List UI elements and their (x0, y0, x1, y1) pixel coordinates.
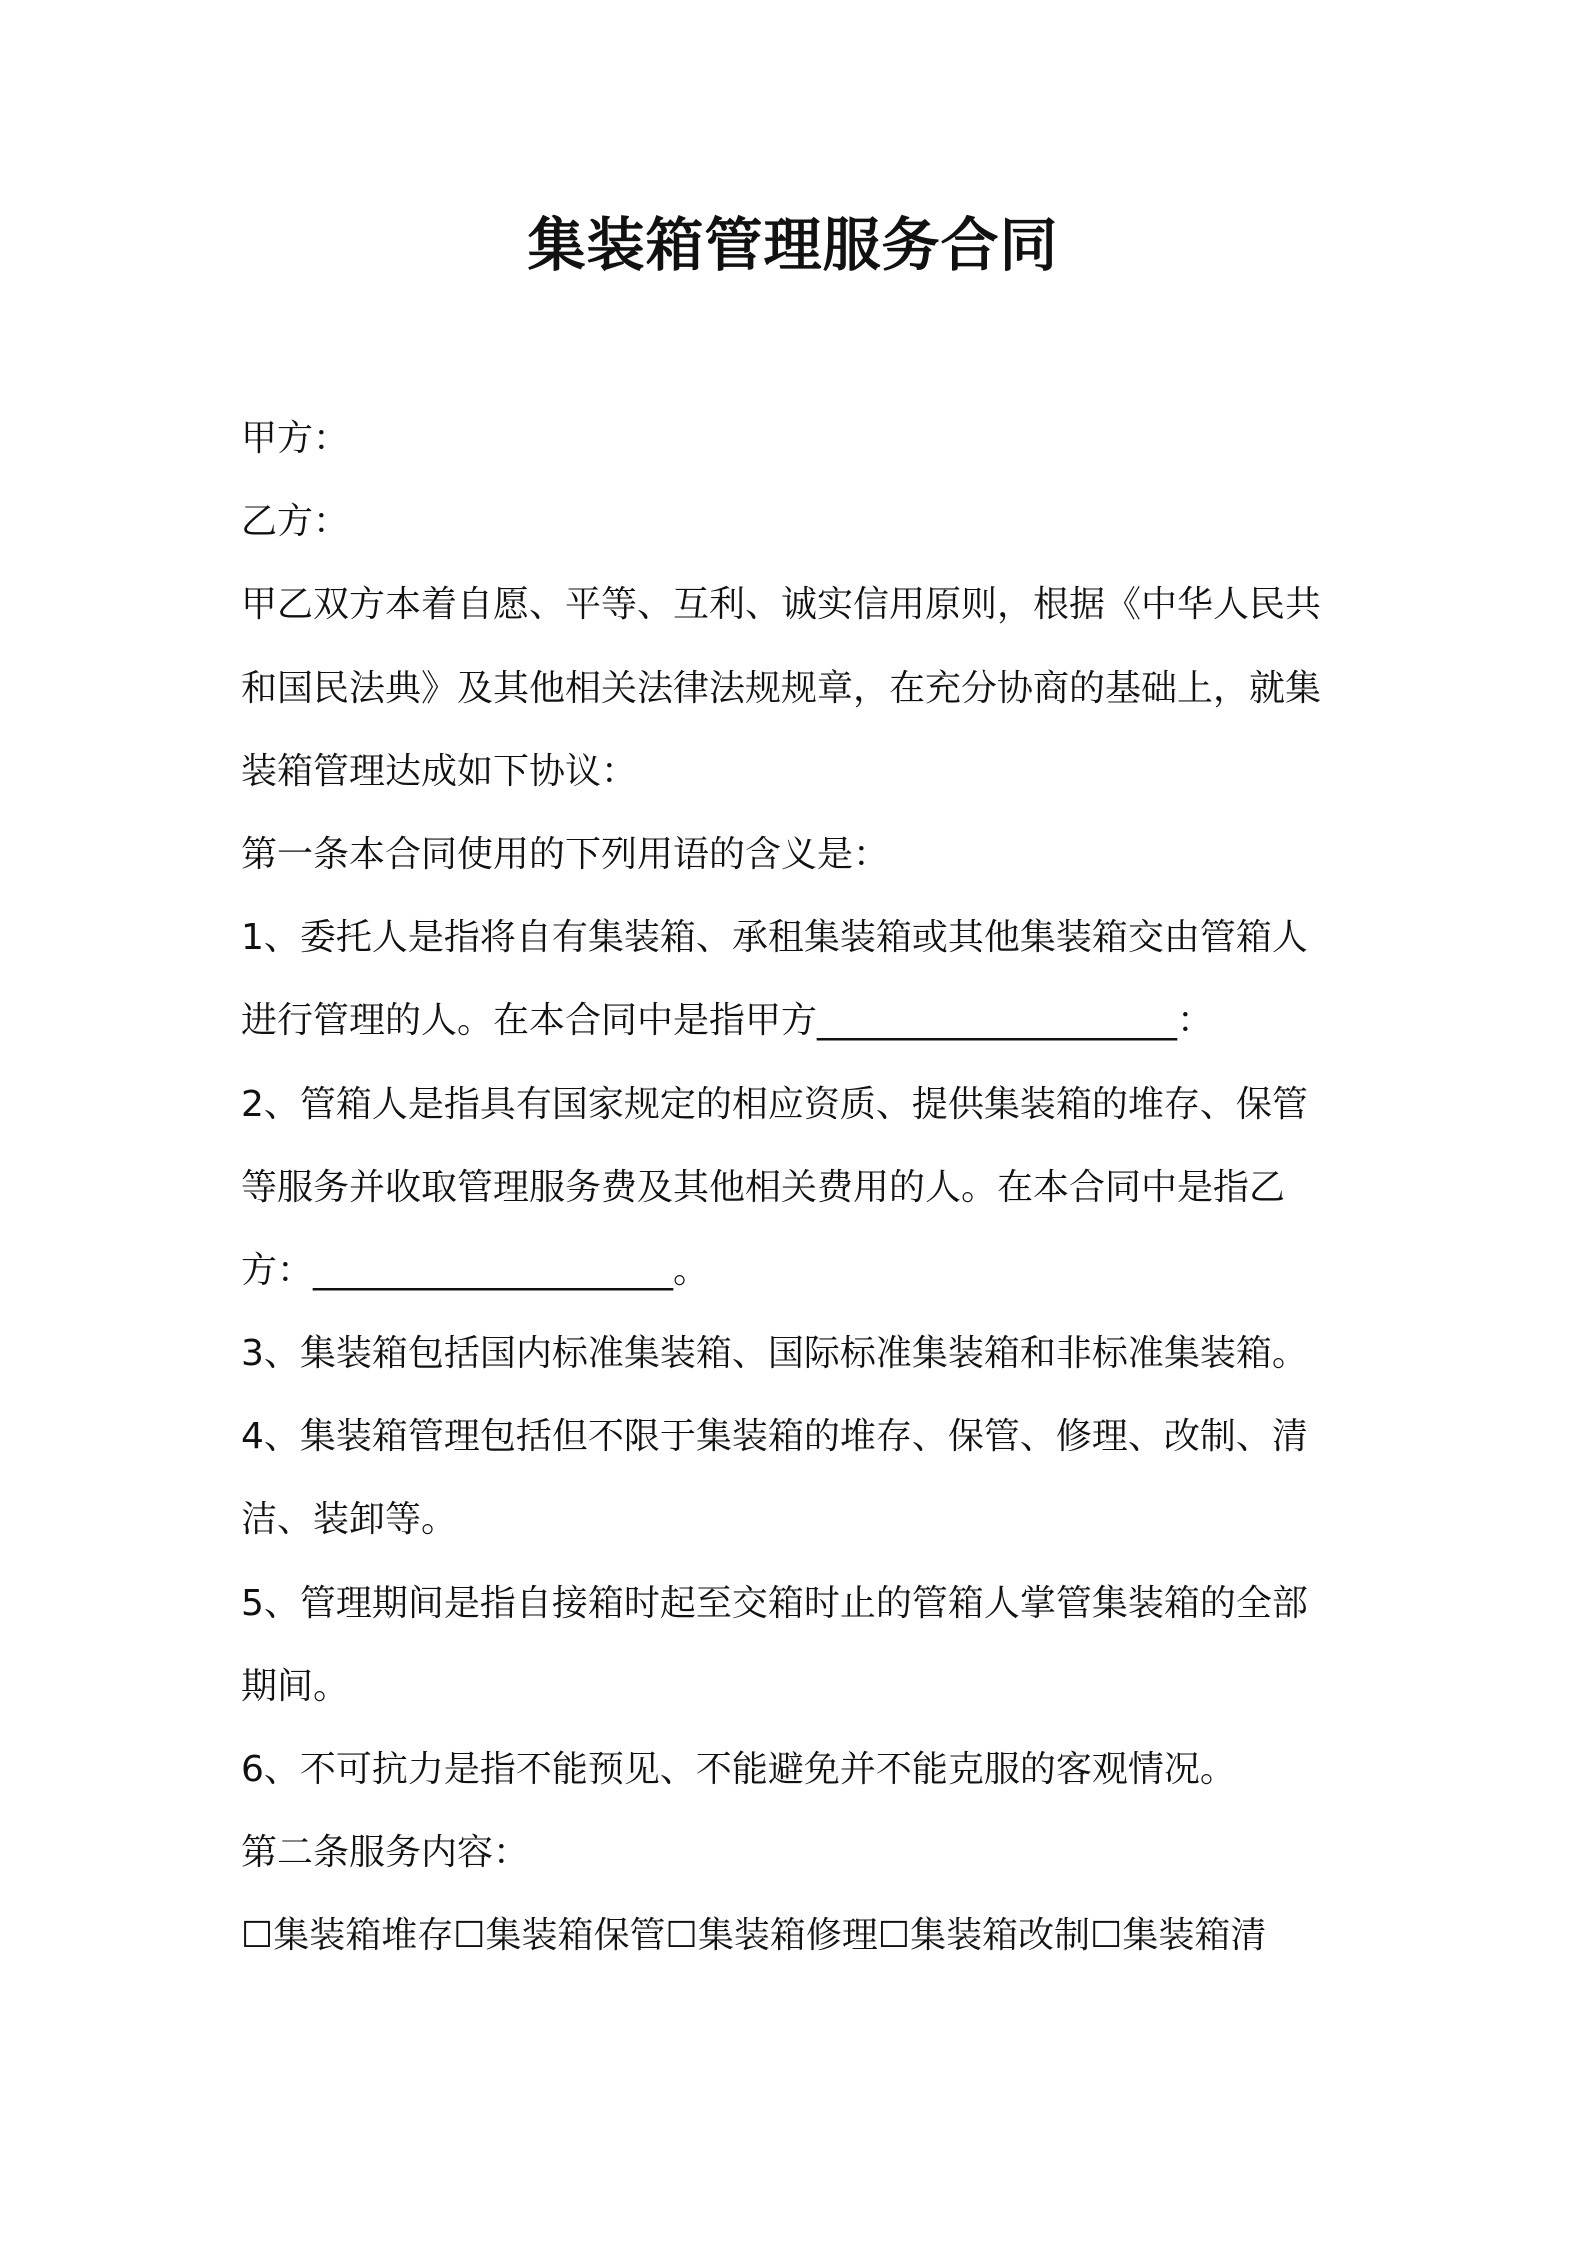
definition-5-line-2: 期间。 (241, 1665, 350, 1707)
definition-1-line-2: 进行管理的人。在本合同中是指甲方____________________： (241, 1000, 1214, 1042)
document-title: 集装箱管理服务合同 (527, 211, 1059, 279)
definition-2-line-2: 等服务并收取管理服务费及其他相关费用的人。在本合同中是指乙 (241, 1166, 1286, 1208)
preamble-line-1: 甲乙双方本着自愿、平等、互利、诚实信用原则，根据《中华人民共 (241, 584, 1322, 626)
article-2-heading: 第二条服务内容： (241, 1832, 530, 1874)
definition-5-line-1: 5、管理期间是指自接箱时起至交箱时止的管箱人掌管集装箱的全部 (241, 1582, 1308, 1624)
preamble-line-2: 和国民法典》及其他相关法律法规规章，在充分协商的基础上，就集 (241, 667, 1322, 709)
definition-4-line-1: 4、集装箱管理包括但不限于集装箱的堆存、保管、修理、改制、清 (241, 1416, 1308, 1458)
article-1-heading: 第一条本合同使用的下列用语的含义是： (241, 833, 890, 875)
party-a-line: 甲方： (241, 418, 350, 459)
definition-1-line-1: 1、委托人是指将自有集装箱、承租集装箱或其他集装箱交由管箱人 (241, 917, 1308, 959)
document-body (241, 397, 1361, 1978)
definition-2-line-3: 方：____________________。 (241, 1249, 710, 1291)
definition-6-line-1: 6、不可抗力是指不能预见、不能避免并不能克服的客观情况。 (241, 1749, 1236, 1790)
preamble-line-3: 装箱管理达成如下协议： (241, 750, 638, 792)
definition-3-line-1: 3、集装箱包括国内标准集装箱、国际标准集装箱和非标准集装箱。 (241, 1333, 1308, 1375)
service-options-line: ☐集装箱堆存☐集装箱保管☐集装箱修理☐集装箱改制☐集装箱清 (241, 1915, 1267, 1957)
party-b-line: 乙方： (241, 501, 350, 543)
definition-4-line-2: 洁、装卸等。 (241, 1499, 458, 1541)
definition-2-line-1: 2、管箱人是指具有国家规定的相应资质、提供集装箱的堆存、保管 (241, 1083, 1308, 1125)
